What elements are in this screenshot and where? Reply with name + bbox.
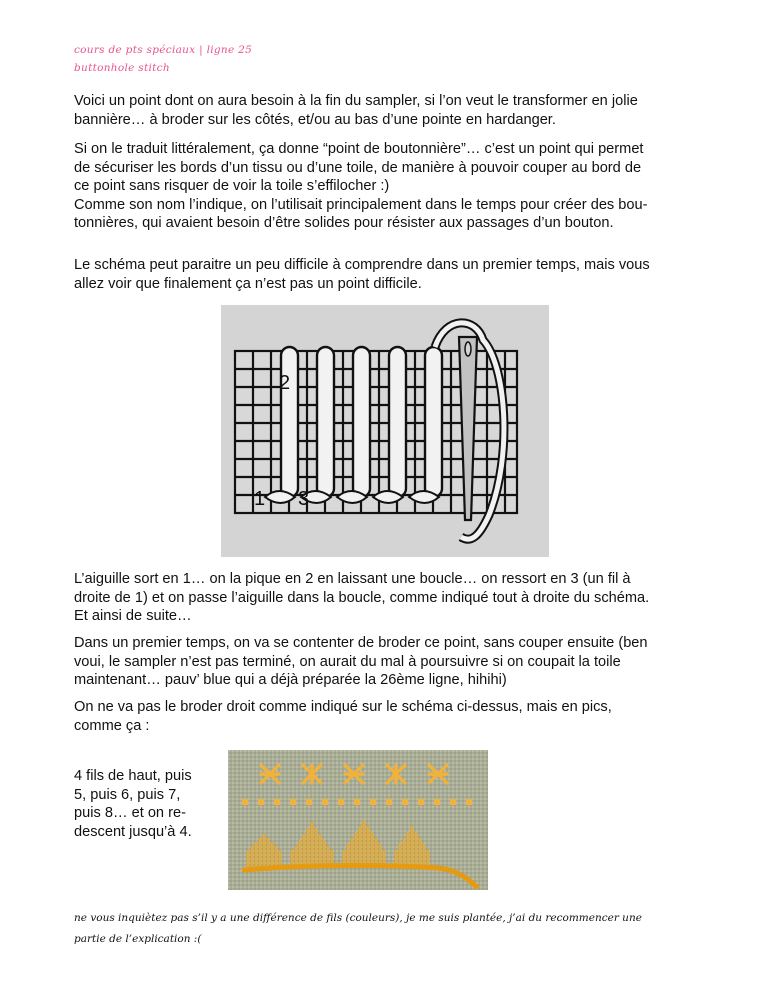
header-course-title: cours de pts spéciaux | ligne 25 — [74, 44, 253, 56]
label-one: 1 — [254, 488, 266, 510]
text-line: comme ça : — [74, 717, 150, 734]
label-three: 3 — [298, 488, 310, 510]
text-line: Dans un premier temps, on va se contenter de broder ce point, sans couper ensuite (ben — [74, 635, 648, 651]
header-stitch-name: buttonhole stitch — [74, 62, 170, 74]
text-line: Le schéma peut paraitre un peu difficile à comprendre dans un premier temps, mais vous — [74, 257, 650, 273]
paragraph-intro — [74, 92, 694, 129]
paragraph-translation — [74, 140, 694, 233]
paragraph-peaks — [74, 698, 694, 735]
buttonhole-stitch-diagram — [221, 305, 549, 557]
embroidery-photo — [228, 750, 488, 890]
text-line: Si on le traduit littéralement, ça donne “point de boutonnière”… c’est un point qui permet — [74, 141, 644, 157]
text-line: Et ainsi de suite… — [74, 608, 192, 624]
text-line: voui, le sampler n’est pas terminé, on aurait du mal à poursuivre si on coupait la toile — [74, 653, 621, 670]
text-line: descent jusqu’à 4. — [74, 823, 192, 840]
text-line: de sécuriser les bords d’un tissu ou d’une toile, de manière à pouvoir couper au bord de — [74, 159, 642, 176]
text-line: 4 fils de haut, puis — [74, 768, 192, 784]
label-two: 2 — [279, 372, 291, 394]
paragraph-schema-intro — [74, 256, 694, 293]
text-line: ne vous inquiètez pas s’il y a une différence de fils (couleurs), je me suis plantée, j’ai du recommencer une — [74, 912, 642, 924]
text-line: Comme son nom l’indique, on l’utilisait principalement dans le temps pour créer des bou- — [74, 196, 648, 213]
text-line: partie de l’explication :( — [74, 933, 202, 945]
paragraph-first-step — [74, 634, 694, 690]
text-line: On ne va pas le broder droit comme indiqué sur le schéma ci-dessus, mais en pics, — [74, 699, 612, 715]
footer-note — [74, 908, 724, 950]
text-line: droite de 1) et on passe l’aiguille dans la boucle, comme indiqué tout à droite du schéma. — [74, 589, 650, 606]
text-line: bannière… à broder sur les côtés, et/ou au bas d’une pointe en hardanger. — [74, 111, 556, 128]
peak-instructions — [74, 767, 214, 841]
text-line: 5, puis 6, puis 7, — [74, 786, 181, 803]
text-line: ce point sans risquer de voir la toile s’effilocher :) — [74, 178, 390, 194]
text-line: allez voir que finalement ça n’est pas un point difficile. — [74, 275, 422, 292]
text-line: maintenant… pauv’ blue qui a déjà préparée la 26ème ligne, hihihi) — [74, 672, 507, 688]
text-line: Voici un point dont on aura besoin à la fin du sampler, si l’on veut le transformer en jolie — [74, 93, 638, 109]
text-line: L’aiguille sort en 1… on la pique en 2 en laissant une boucle… on ressort en 3 (un fil à — [74, 571, 631, 587]
paragraph-steps — [74, 570, 694, 626]
text-line: tonnières, qui avaient besoin d’être solides pour résister aux passages d’un bouton. — [74, 215, 614, 231]
text-line: puis 8… et on re- — [74, 805, 186, 821]
